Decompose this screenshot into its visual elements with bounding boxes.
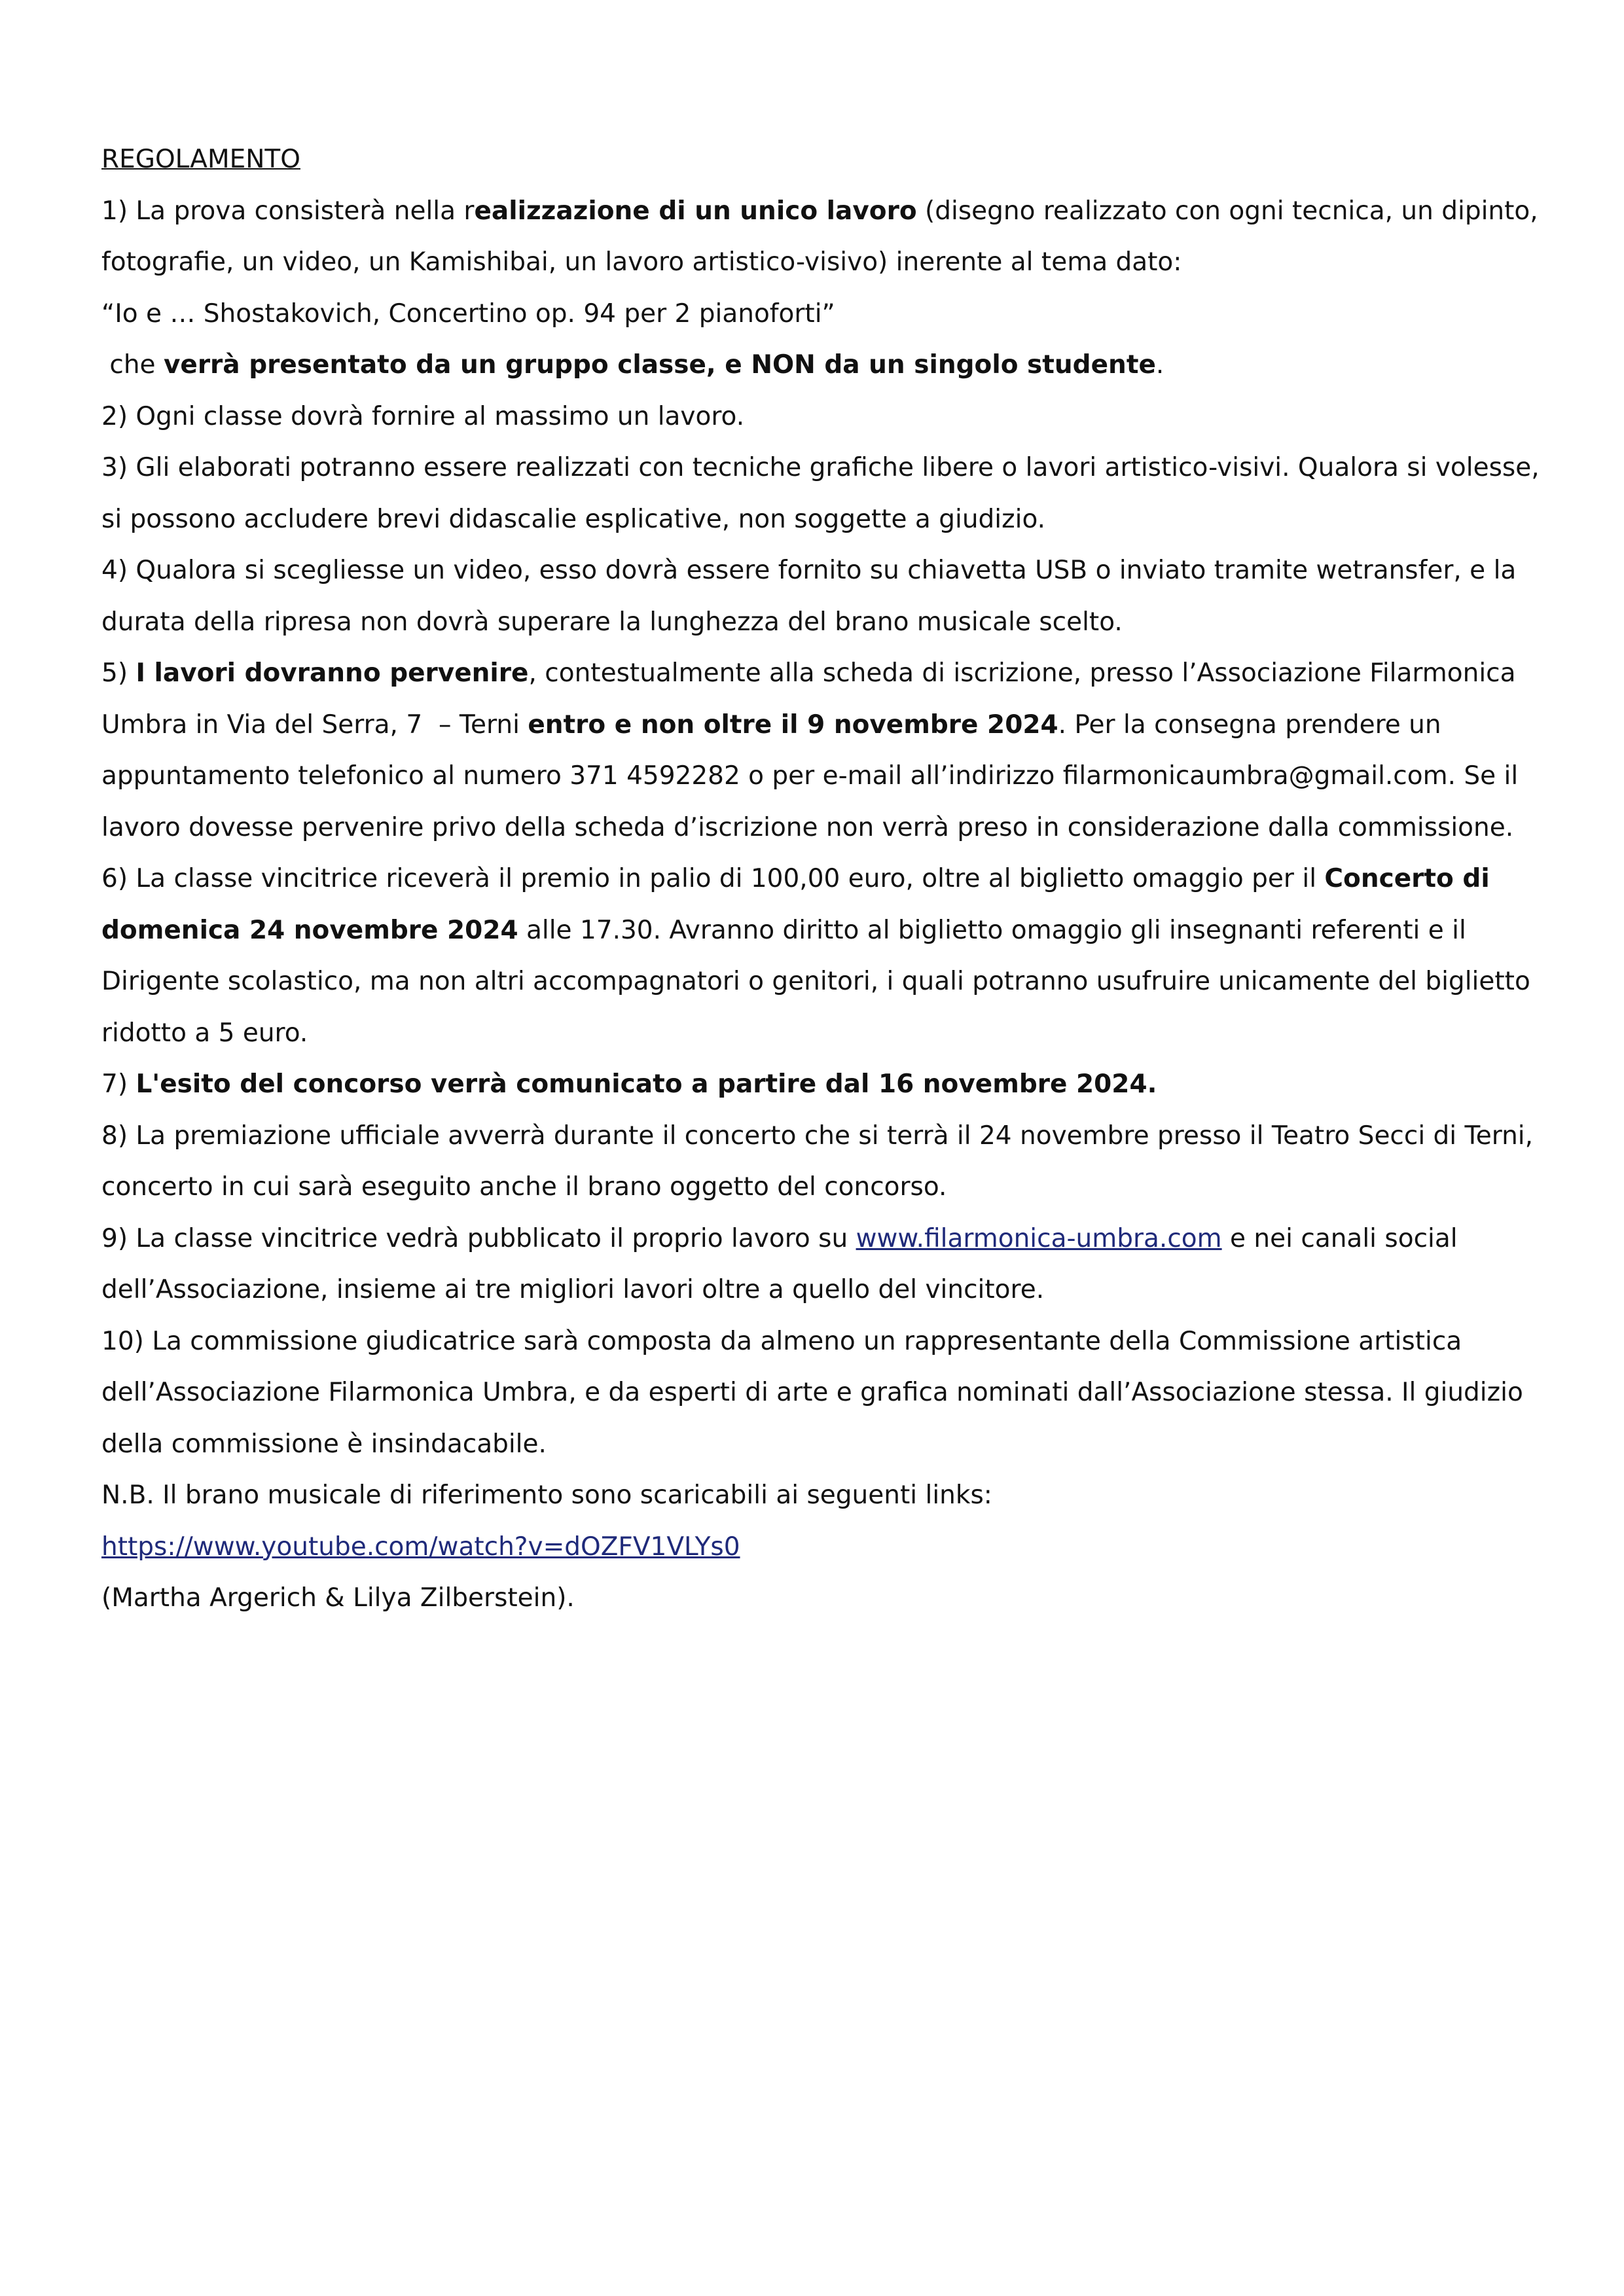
item-8-text: 8) La premiazione ufficiale avverrà durante il concerto che si terrà il 24 novembre presso il Teatro Secci di Terni, [101, 1121, 1534, 1151]
item-4-line-1 [101, 545, 1535, 597]
item-1-text: . [1155, 350, 1164, 380]
item-4-text: durata della ripresa non dovrà superare la lunghezza del brano musicale scelto. [101, 607, 1123, 637]
item-1-text: fotografie, un video, un Kamishibai, un lavoro artistico-visivo) inerente al tema dato: [101, 247, 1182, 277]
item-9-line-1 [101, 1213, 1535, 1265]
nb-line-2 [101, 1522, 1535, 1573]
item-7-text: 7) [101, 1069, 136, 1099]
item-5-line-1 [101, 648, 1535, 700]
document-page [101, 134, 1540, 1624]
website-link[interactable]: www.filarmonica-umbra.com [856, 1223, 1222, 1253]
item-1-line-4 [101, 340, 1535, 391]
item-5-text: Umbra in Via del Serra, 7 – Terni [101, 709, 528, 740]
nb-line-3 [101, 1573, 1535, 1624]
item-2-line-1 [101, 391, 1535, 443]
item-5-text: lavoro dovesse pervenire privo della scheda d’iscrizione non verrà preso in considerazione dalla commissione. [101, 812, 1514, 842]
theme-title: “Io e … Shostakovich, Concertino op. 94 per 2 pianoforti” [101, 298, 835, 329]
item-9-text: dell’Associazione, insieme ai tre migliori lavori oltre a quello del vincitore. [101, 1275, 1045, 1304]
item-5-text: , contestualmente alla scheda di iscrizione, presso l’Associazione Filarmonica [528, 658, 1516, 688]
item-6-text: alle 17.30. Avranno diritto al biglietto omaggio gli insegnanti referenti e il [518, 915, 1466, 945]
concert-date: domenica 24 novembre 2024 [101, 915, 518, 945]
item-6-line-4 [101, 1008, 1535, 1060]
item-2-text: 2) Ogni classe dovrà fornire al massimo un lavoro. [101, 401, 745, 431]
item-6-text: Dirigente scolastico, ma non altri accompagnatori o genitori, i quali potranno usufruire unicamente del biglietto [101, 967, 1530, 996]
item-1-text: che [101, 350, 164, 380]
performers-credit: (Martha Argerich & Lilya Zilberstein). [101, 1583, 575, 1613]
item-10-line-2 [101, 1367, 1535, 1419]
item-5-text: . Per la consegna prendere un [1058, 709, 1441, 740]
item-6-line-3 [101, 956, 1535, 1008]
item-8-text: concerto in cui sarà eseguito anche il brano oggetto del concorso. [101, 1172, 947, 1202]
item-1-text: (disegno realizzato con ogni tecnica, un dipinto, [916, 196, 1538, 226]
item-1-line-1 [101, 186, 1538, 238]
item-8-line-1 [101, 1111, 1535, 1162]
item-5-line-2 [101, 700, 1535, 751]
item-8-line-2 [101, 1162, 1535, 1213]
page-title: REGOLAMENTO [101, 145, 300, 174]
item-6-bold: Concerto di [1324, 864, 1490, 893]
item-3-line-2 [101, 494, 1535, 546]
item-7-line-1 [101, 1059, 1535, 1111]
item-9-line-2 [101, 1265, 1535, 1316]
item-4-text: 4) Qualora si scegliesse un video, esso dovrà essere fornito su chiavetta USB o inviato tramite wetransfer, e la [101, 556, 1517, 585]
item-5-line-3 [101, 751, 1535, 802]
item-1-bold: ealizzazione di un unico lavoro [474, 196, 917, 226]
item-4-line-2 [101, 597, 1535, 649]
item-10-text: 10) La commissione giudicatrice sarà composta da almeno un rappresentante della Commissione artistica [101, 1326, 1462, 1356]
item-1-line-2 [101, 237, 1535, 289]
item-9-text: 9) La classe vincitrice vedrà pubblicato il proprio lavoro su [101, 1223, 856, 1253]
nb-text: N.B. Il brano musicale di riferimento sono scaricabili ai seguenti links: [101, 1480, 992, 1510]
item-6-line-1 [101, 853, 1535, 905]
item-10-line-3 [101, 1419, 1535, 1471]
item-6-text: 6) La classe vincitrice riceverà il premio in palio di 100,00 euro, oltre al biglietto omaggio per il [101, 864, 1325, 893]
item-5-text: appuntamento telefonico al numero 371 4592282 o per e-mail all’indirizzo filarmonicaumbra@gmail.com. Se il [101, 761, 1519, 791]
heading-line [101, 134, 1535, 186]
item-5-line-4 [101, 802, 1535, 854]
item-3-text: si possono accludere brevi didascalie esplicative, non soggette a giudizio. [101, 504, 1046, 534]
item-6-line-2 [101, 905, 1535, 957]
item-3-line-1 [101, 442, 1540, 494]
item-10-line-1 [101, 1316, 1535, 1368]
nb-line-1 [101, 1470, 1535, 1522]
item-3-text: 3) Gli elaborati potranno essere realizzati con tecniche grafiche libere o lavori artistico-visivi. Qualora si volesse, [101, 453, 1540, 482]
item-10-text: della commissione è insindacabile. [101, 1429, 547, 1459]
item-7-bold: L'esito del concorso verrà comunicato a partire dal 16 novembre 2024. [135, 1069, 1157, 1099]
item-5-bold: I lavori dovranno pervenire [135, 658, 529, 688]
youtube-link[interactable]: https://www.youtube.com/watch?v=dOZFV1VLYs0 [101, 1532, 740, 1562]
item-1-line-3 [101, 289, 1535, 340]
item-10-text: dell’Associazione Filarmonica Umbra, e da esperti di arte e grafica nominati dall’Associazione stessa. Il giudizio [101, 1378, 1523, 1407]
item-6-text: ridotto a 5 euro. [101, 1018, 308, 1048]
item-1-bold: verrà presentato da un gruppo classe, e NON da un singolo studente [163, 350, 1156, 380]
item-1-text: 1) La prova consisterà nella r [101, 196, 475, 226]
item-5-text: 5) [101, 658, 136, 688]
item-5-deadline: entro e non oltre il 9 novembre 2024 [528, 709, 1058, 740]
item-9-text: e nei canali social [1221, 1223, 1458, 1253]
